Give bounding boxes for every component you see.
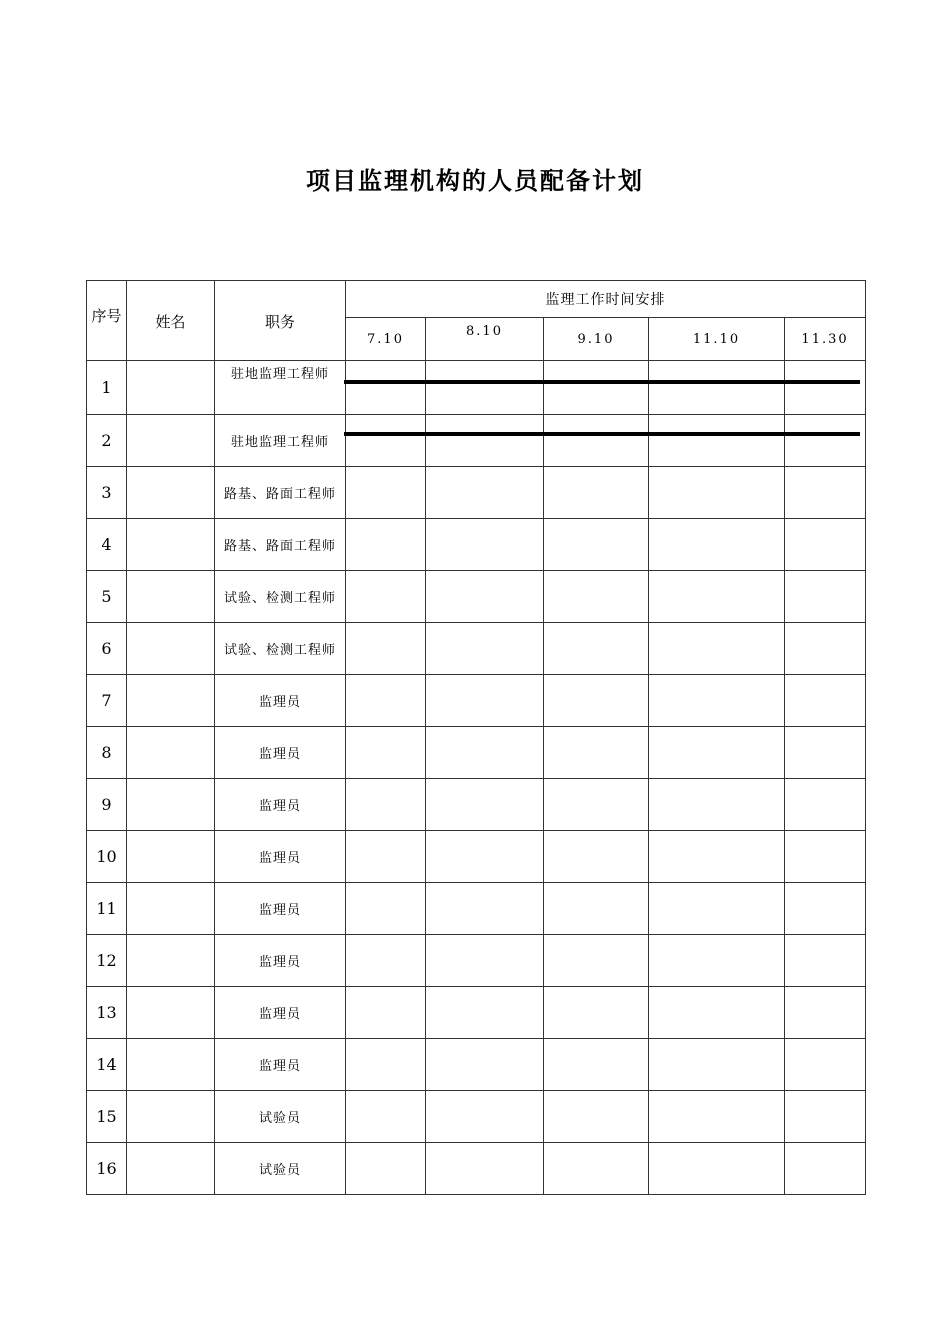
table-row (87, 727, 866, 779)
date-header: 9.10 (544, 318, 649, 361)
row-role: 监理员 (215, 1039, 346, 1091)
row-seq: 6 (87, 623, 127, 675)
schedule-cell (426, 415, 544, 467)
row-role: 路基、路面工程师 (215, 467, 346, 519)
row-name (127, 571, 215, 623)
schedule-cell (785, 467, 866, 519)
table-row (87, 467, 866, 519)
schedule-cell (426, 831, 544, 883)
schedule-cell (544, 727, 649, 779)
schedule-cell (785, 361, 866, 415)
table-row (87, 623, 866, 675)
table-row (87, 1039, 866, 1091)
row-role: 驻地监理工程师 (215, 361, 346, 415)
schedule-cell (785, 1143, 866, 1195)
schedule-cell (346, 361, 426, 415)
column-header-schedule: 监理工作时间安排 (346, 281, 866, 318)
row-role: 试验、检测工程师 (215, 571, 346, 623)
schedule-cell (346, 987, 426, 1039)
schedule-cell (649, 467, 785, 519)
schedule-cell (346, 623, 426, 675)
row-seq: 1 (87, 361, 127, 415)
table-row (87, 779, 866, 831)
row-role: 监理员 (215, 883, 346, 935)
row-role: 试验员 (215, 1143, 346, 1195)
schedule-cell (426, 361, 544, 415)
schedule-cell (544, 779, 649, 831)
schedule-cell (649, 623, 785, 675)
schedule-cell (649, 935, 785, 987)
row-name (127, 987, 215, 1039)
table-row (87, 675, 866, 727)
schedule-cell (649, 883, 785, 935)
page-title: 项目监理机构的人员配备计划 (306, 166, 644, 195)
schedule-cell (649, 1039, 785, 1091)
schedule-cell (544, 571, 649, 623)
row-seq: 10 (87, 831, 127, 883)
row-seq: 16 (87, 1143, 127, 1195)
row-name (127, 779, 215, 831)
schedule-cell (649, 675, 785, 727)
date-header: 11.10 (649, 318, 785, 361)
schedule-cell (785, 415, 866, 467)
column-header-name: 姓名 (127, 281, 215, 361)
row-seq: 9 (87, 779, 127, 831)
schedule-cell (544, 831, 649, 883)
column-header-seq: 序号 (87, 281, 127, 361)
row-role: 监理员 (215, 675, 346, 727)
schedule-cell (346, 467, 426, 519)
table-row (87, 935, 866, 987)
column-header-role: 职务 (215, 281, 346, 361)
schedule-cell (346, 675, 426, 727)
table-row (87, 1091, 866, 1143)
schedule-cell (785, 935, 866, 987)
schedule-cell (346, 831, 426, 883)
schedule-cell (649, 361, 785, 415)
date-header: 7.10 (346, 318, 426, 361)
schedule-cell (544, 675, 649, 727)
schedule-cell (544, 935, 649, 987)
table-row (87, 571, 866, 623)
schedule-cell (544, 987, 649, 1039)
row-name (127, 1091, 215, 1143)
table-row (87, 883, 866, 935)
row-seq: 3 (87, 467, 127, 519)
schedule-cell (346, 1039, 426, 1091)
date-header: 8.10 (426, 318, 544, 361)
schedule-cell (785, 779, 866, 831)
schedule-cell (426, 727, 544, 779)
row-role: 监理员 (215, 987, 346, 1039)
row-name (127, 935, 215, 987)
schedule-cell (649, 831, 785, 883)
row-name (127, 727, 215, 779)
schedule-cell (544, 519, 649, 571)
schedule-cell (426, 779, 544, 831)
row-role: 监理员 (215, 779, 346, 831)
row-role: 监理员 (215, 831, 346, 883)
table-row (87, 361, 866, 415)
schedule-cell (346, 1143, 426, 1195)
schedule-cell (544, 467, 649, 519)
row-seq: 15 (87, 1091, 127, 1143)
row-role: 试验、检测工程师 (215, 623, 346, 675)
row-seq: 12 (87, 935, 127, 987)
date-header: 11.30 (785, 318, 866, 361)
schedule-cell (544, 415, 649, 467)
row-role: 监理员 (215, 935, 346, 987)
row-seq: 7 (87, 675, 127, 727)
schedule-cell (785, 623, 866, 675)
row-name (127, 1143, 215, 1195)
schedule-cell (426, 987, 544, 1039)
row-name (127, 467, 215, 519)
schedule-cell (649, 727, 785, 779)
schedule-cell (785, 1091, 866, 1143)
schedule-cell (785, 987, 866, 1039)
row-name (127, 361, 215, 415)
schedule-cell (426, 935, 544, 987)
schedule-cell (649, 1091, 785, 1143)
schedule-cell (544, 1091, 649, 1143)
schedule-cell (649, 519, 785, 571)
schedule-cell (544, 1039, 649, 1091)
schedule-cell (346, 571, 426, 623)
schedule-cell (649, 987, 785, 1039)
schedule-cell (785, 519, 866, 571)
table-row (87, 1143, 866, 1195)
row-role: 监理员 (215, 727, 346, 779)
schedule-cell (426, 675, 544, 727)
schedule-cell (426, 1143, 544, 1195)
schedule-cell (346, 519, 426, 571)
row-name (127, 883, 215, 935)
schedule-cell (785, 831, 866, 883)
table-row (87, 831, 866, 883)
row-name (127, 415, 215, 467)
row-seq: 13 (87, 987, 127, 1039)
schedule-cell (426, 883, 544, 935)
schedule-cell (426, 1091, 544, 1143)
row-name (127, 519, 215, 571)
schedule-cell (346, 415, 426, 467)
schedule-cell (649, 415, 785, 467)
row-seq: 8 (87, 727, 127, 779)
schedule-cell (649, 1143, 785, 1195)
schedule-cell (426, 467, 544, 519)
schedule-cell (346, 883, 426, 935)
row-seq: 11 (87, 883, 127, 935)
row-seq: 2 (87, 415, 127, 467)
row-name (127, 623, 215, 675)
schedule-cell (544, 361, 649, 415)
schedule-cell (346, 1091, 426, 1143)
row-name (127, 675, 215, 727)
schedule-cell (346, 935, 426, 987)
schedule-cell (346, 779, 426, 831)
schedule-cell (785, 727, 866, 779)
schedule-cell (785, 571, 866, 623)
staffing-plan-table (86, 280, 866, 1195)
row-role: 试验员 (215, 1091, 346, 1143)
schedule-cell (785, 883, 866, 935)
schedule-cell (426, 1039, 544, 1091)
schedule-cell (426, 623, 544, 675)
row-seq: 14 (87, 1039, 127, 1091)
row-seq: 4 (87, 519, 127, 571)
schedule-cell (346, 727, 426, 779)
row-seq: 5 (87, 571, 127, 623)
schedule-cell (544, 623, 649, 675)
table-row (87, 415, 866, 467)
schedule-cell (544, 1143, 649, 1195)
schedule-cell (649, 571, 785, 623)
schedule-cell (785, 675, 866, 727)
schedule-cell (649, 779, 785, 831)
schedule-cell (544, 883, 649, 935)
row-role: 驻地监理工程师 (215, 415, 346, 467)
schedule-cell (426, 519, 544, 571)
schedule-cell (785, 1039, 866, 1091)
row-name (127, 1039, 215, 1091)
table-row (87, 519, 866, 571)
schedule-cell (426, 571, 544, 623)
row-name (127, 831, 215, 883)
table-row (87, 987, 866, 1039)
row-role: 路基、路面工程师 (215, 519, 346, 571)
